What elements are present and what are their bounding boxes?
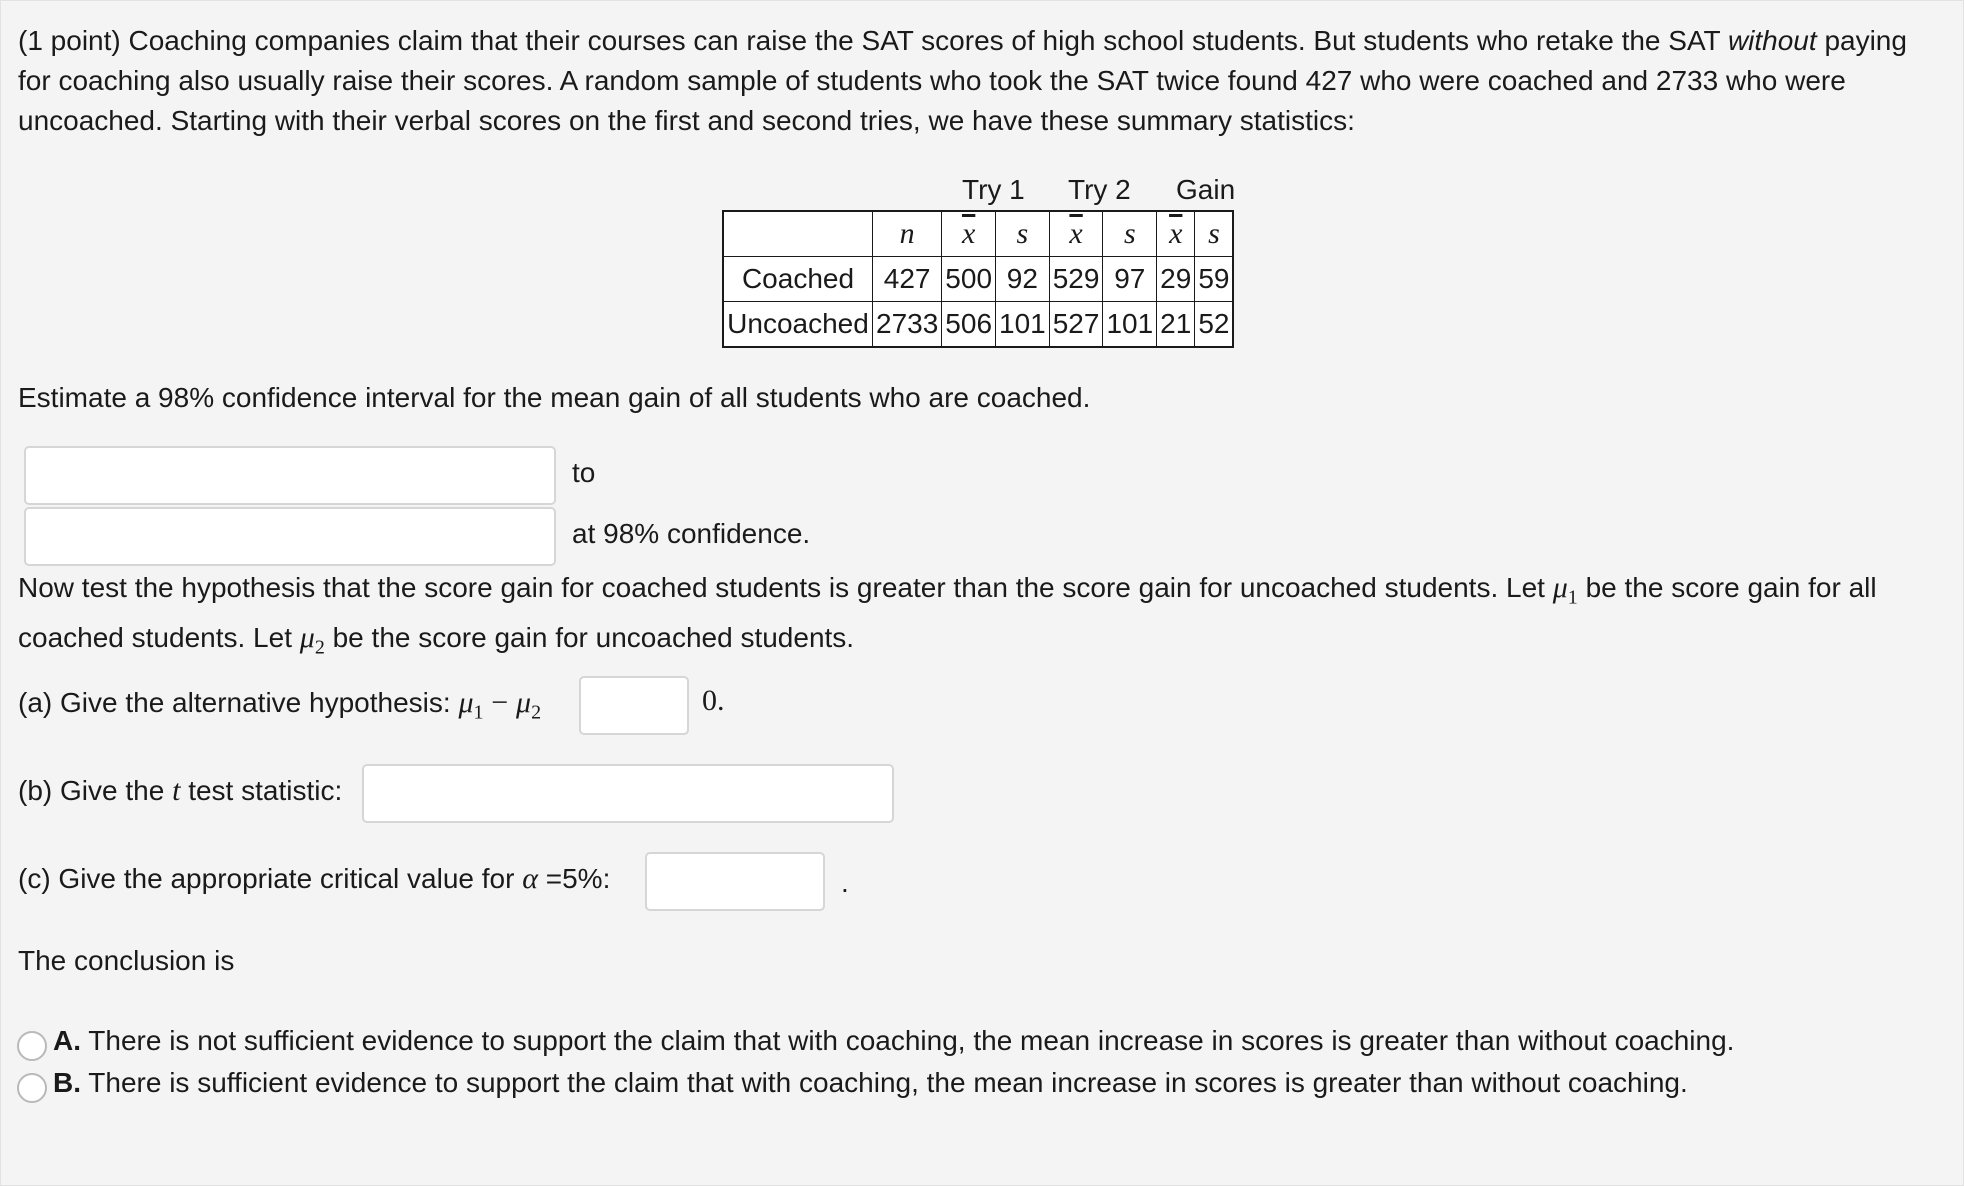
header-try2: Try 2 [1068,174,1131,205]
hypothesis-intro [18,568,1938,667]
part-a-label [18,683,541,733]
table-cell: 97 [1103,257,1157,302]
ci-confidence-label: at 98% confidence. [572,518,811,549]
table-cell: 59 [1195,257,1234,302]
intro-text-2: paying for coaching also usually raise their scores. A random sample of students who took the SAT twice found 427 who were coached and 2733 who were uncoached. Starting with their verbal scores on the first and second tries, we have these summary statistics: [18,25,1907,136]
col-sd-gain: s [1195,211,1234,257]
part-a-sub1: 1 [473,701,484,724]
part-c-label [18,859,610,899]
part-a-minus: − [491,686,509,719]
part-b-label [18,771,342,811]
option-a-label[interactable] [53,1021,1734,1061]
part-b-text-1: (b) Give the [18,775,165,806]
header-gain: Gain [1176,174,1236,205]
alternative-hypothesis-select[interactable] [579,676,689,735]
mu2-symbol: μ [299,620,315,654]
option-b-letter: B. [53,1067,81,1098]
option-a-text: There is not sufficient evidence to support the claim that with coaching, the mean increase in scores is greater than without coaching. [88,1025,1735,1056]
option-b-label[interactable] [53,1063,1688,1103]
table-cell: 527 [1049,302,1103,348]
col-sd-try2: s [1103,211,1157,257]
intro-emphasis: without [1727,25,1817,56]
test-statistic-input[interactable] [362,764,894,823]
ci-prompt: Estimate a 98% confidence interval for the mean gain of all students who are coached. [18,382,1091,413]
col-mean-try1: $\overline{x}$ [942,211,996,257]
part-b-text-2: test statistic: [188,775,343,806]
row-label-uncoached: Uncoached [723,302,873,348]
part-a-zero: 0. [702,684,725,717]
col-n: n [873,211,942,257]
summary-statistics [722,166,1234,348]
statistics-table [722,210,1234,348]
problem-intro [18,21,1938,141]
part-c-period: . [841,867,849,898]
table-corner-cell [723,211,873,257]
ci-upper-input[interactable] [24,507,556,566]
table-cell: 52 [1195,302,1234,348]
table-cell: 529 [1049,257,1103,302]
part-a-mu1: μ [458,686,474,719]
points-label: (1 point) [18,25,121,56]
part-a-sub2: 2 [531,701,542,724]
table-cell: 21 [1157,302,1195,348]
table-cell: 506 [942,302,996,348]
table-row [723,302,1233,348]
row-label-coached: Coached [723,257,873,302]
table-cell: 92 [996,257,1050,302]
table-cell: 2733 [873,302,942,348]
part-c-text-1: (c) Give the appropriate critical value for [18,863,515,894]
mu1-subscript: 1 [1567,586,1578,609]
conclusion-heading: The conclusion is [18,945,235,976]
header-try1: Try 1 [962,174,1025,205]
hyp-text-2: be the score gain for all coached students. Let [18,572,1877,653]
option-b-text: There is sufficient evidence to support the claim that with coaching, the mean increase in scores is greater than without coaching. [88,1067,1688,1098]
part-a-text: (a) Give the alternative hypothesis: [18,687,451,718]
critical-value-input[interactable] [645,852,825,911]
table-group-headers [722,166,1234,210]
alpha-symbol: α [522,862,538,895]
table-cell: 101 [996,302,1050,348]
option-a-radio[interactable] [17,1031,47,1061]
option-a-letter: A. [53,1025,81,1056]
hyp-text-3: be the score gain for uncoached students. [332,621,855,653]
col-mean-gain: $\overline{x}$ [1157,211,1195,257]
table-cell: 500 [942,257,996,302]
mu2-subscript: 2 [314,636,325,659]
table-row [723,257,1233,302]
table-subheader-row [723,211,1233,257]
hyp-text-1: Now test the hypothesis that the score gain for coached students is greater than the score gain for uncoached students. Let [18,572,1545,603]
col-sd-try1: s [996,211,1050,257]
option-b-radio[interactable] [17,1073,47,1103]
part-c-text-2: =5%: [545,863,611,894]
ci-to-label: to [572,457,596,488]
table-cell: 29 [1157,257,1195,302]
table-cell: 101 [1103,302,1157,348]
table-cell: 427 [873,257,942,302]
ci-lower-input[interactable] [24,446,556,505]
mu1-symbol: μ [1552,571,1568,604]
t-symbol: t [172,774,181,807]
intro-text-1: Coaching companies claim that their courses can raise the SAT scores of high school students. But students who retake the SAT [128,25,1721,56]
col-mean-try2: $\overline{x}$ [1049,211,1103,257]
part-a-mu2: μ [516,686,532,719]
